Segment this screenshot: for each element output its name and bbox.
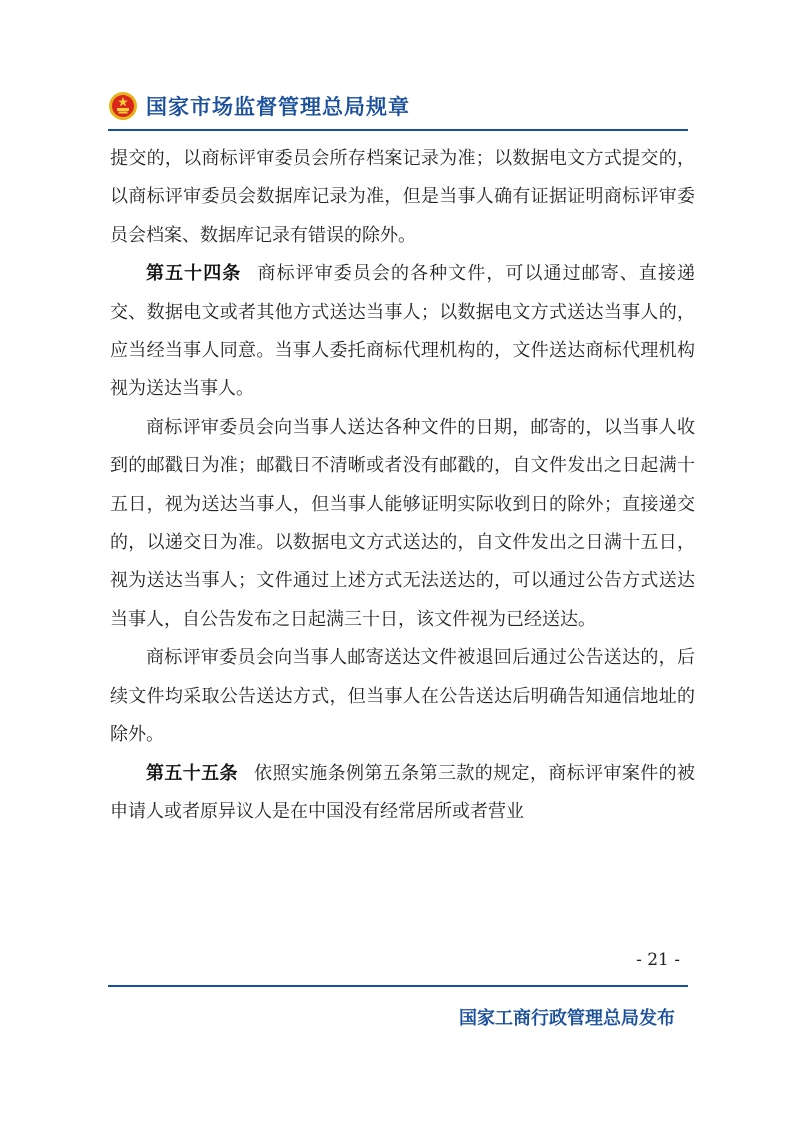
paragraph-text: 商标评审委员会的各种文件，可以通过邮寄、直接递交、数据电文或者其他方式送达当事人；以数据电文方式送达当事人的，应当经当事人同意。当事人委托商标代理机构的，文件送达商标代理机构视为送达当事人。: [110, 263, 696, 400]
paragraph: [110, 639, 695, 754]
paragraph: [110, 255, 695, 409]
page-header: [108, 86, 688, 126]
footer-divider: [108, 985, 688, 987]
header-divider: [108, 129, 688, 131]
national-emblem-icon: [108, 91, 138, 121]
paragraph-text: 商标评审委员会向当事人送达各种文件的日期，邮寄的，以当事人收到的邮戳日为准；邮戳日不清晰或者没有邮戳的，自文件发出之日起满十五日，视为送达当事人，但当事人能够证明实际收到日的除外；直接递交的，以递交日为准。以数据电文方式送达的，自文件发出之日满十五日，视为送达当事人；文件通过上述方式无法送达的，可以通过公告方式送达当事人，自公告发布之日起满三十日，该文件视为已经送达。: [110, 416, 695, 630]
paragraph: [110, 140, 695, 255]
document-body: [110, 140, 695, 831]
article-heading: 第五十四条: [146, 263, 242, 285]
header-title: 国家市场监督管理总局规章: [146, 95, 410, 119]
paragraph: [110, 409, 695, 639]
paragraph-text: 依照实施条例第五条第三款的规定，商标评审案件的被申请人或者原异议人是在中国没有经常居所或者营业: [110, 762, 696, 822]
paragraph-text: 提交的，以商标评审委员会所存档案记录为准；以数据电文方式提交的，以商标评审委员会数据库记录为准，但是当事人确有证据证明商标评审委员会档案、数据库记录有错误的除外。: [110, 148, 695, 246]
article-heading: 第五十五条: [146, 762, 238, 784]
footer-publisher: 国家工商行政管理总局发布: [459, 1008, 675, 1029]
paragraph-text: 商标评审委员会向当事人邮寄送达文件被退回后通过公告送达的，后续文件均采取公告送达方式，但当事人在公告送达后明确告知通信地址的除外。: [110, 647, 695, 746]
paragraph: [110, 755, 695, 832]
page-number: - 21 -: [636, 950, 680, 970]
